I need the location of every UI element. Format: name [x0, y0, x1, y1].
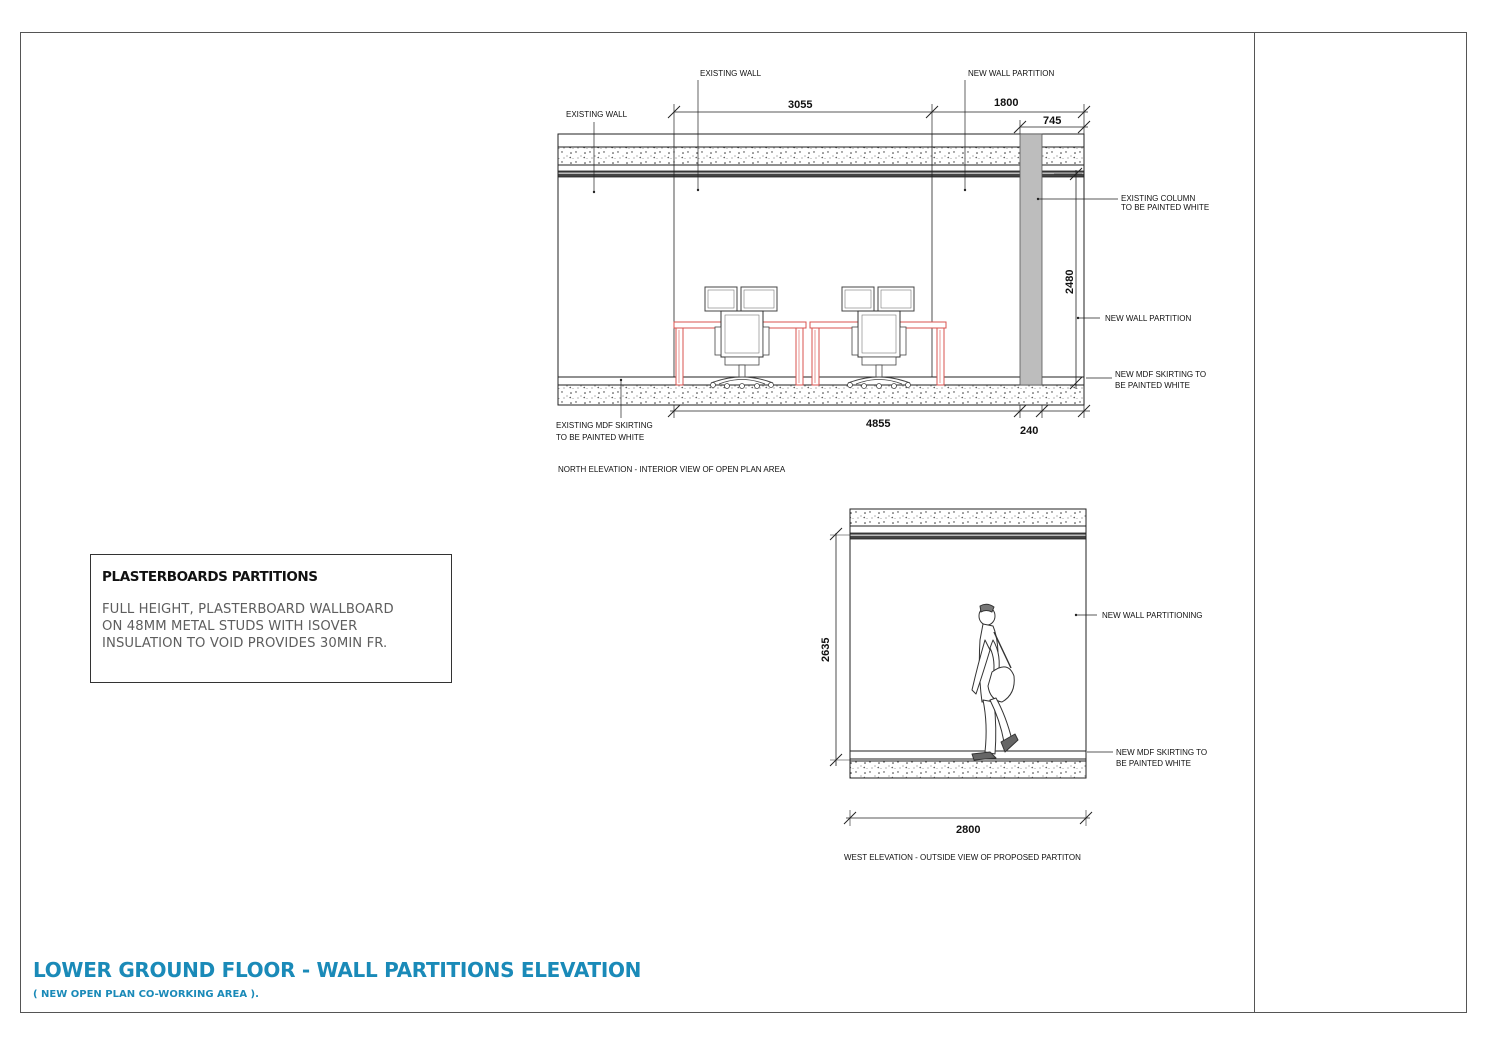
label-existing-wall-top: EXISTING WALL: [700, 69, 762, 78]
label-existing-column-1: EXISTING COLUMN: [1121, 194, 1196, 203]
spec-note-box: [90, 554, 452, 683]
workstation-right: [842, 287, 914, 389]
person-figure: [972, 604, 1018, 760]
west-ceiling-fill: [850, 509, 1086, 526]
label-existing-wall-left: EXISTING WALL: [566, 110, 628, 119]
dim-top-right: 1800: [994, 97, 1019, 109]
north-skirting: [558, 377, 1084, 385]
label-existing-column-2: TO BE PAINTED WHITE: [1121, 203, 1210, 212]
north-ceiling-fill: [558, 147, 1084, 165]
north-elevation: [556, 69, 1209, 474]
sheet-subtitle: ( NEW OPEN PLAN CO-WORKING AREA ).: [33, 989, 259, 1000]
label-new-wall-partition-top: NEW WALL PARTITION: [968, 69, 1055, 78]
dim-height-2480: 2480: [1064, 269, 1076, 294]
label-west-skirting-1: NEW MDF SKIRTING TO: [1116, 748, 1208, 757]
workstation-left: [705, 287, 777, 389]
label-existing-skirting-2: TO BE PAINTED WHITE: [556, 433, 645, 442]
dim-bottom-span: 4855: [866, 418, 891, 430]
dim-width-2800: 2800: [956, 824, 981, 836]
dim-column-width: 240: [1020, 425, 1039, 437]
north-ceiling-slab: [558, 134, 1084, 147]
north-elevation-caption: NORTH ELEVATION - INTERIOR VIEW OF OPEN PLAN AREA: [558, 465, 786, 474]
existing-column: [1020, 134, 1042, 385]
dim-top-span: 3055: [788, 99, 813, 111]
spec-note-body: FULL HEIGHT, PLASTERBOARD WALLBOARD ON 48MM METAL STUDS WITH ISOVER INSULATION TO VOID PROVIDES 30MIN FR.: [102, 602, 394, 651]
label-new-skirting-1: NEW MDF SKIRTING TO: [1115, 370, 1207, 379]
west-floor-slab: [850, 761, 1086, 778]
north-floor-slab: [558, 385, 1084, 405]
label-new-wall-partitioning: NEW WALL PARTITIONING: [1102, 611, 1203, 620]
west-elevation: [820, 509, 1207, 862]
label-west-skirting-2: BE PAINTED WHITE: [1116, 759, 1191, 768]
label-new-wall-partition-right: NEW WALL PARTITION: [1105, 314, 1192, 323]
label-new-skirting-2: BE PAINTED WHITE: [1115, 381, 1190, 390]
dim-column-offset: 745: [1043, 115, 1062, 127]
dim-height-2635: 2635: [820, 637, 832, 662]
label-existing-skirting-1: EXISTING MDF SKIRTING: [556, 421, 653, 430]
sheet-title: LOWER GROUND FLOOR - WALL PARTITIONS ELEVATION: [33, 958, 642, 982]
west-skirting: [850, 751, 1086, 759]
west-elevation-caption: WEST ELEVATION - OUTSIDE VIEW OF PROPOSED PARTITON: [844, 853, 1081, 862]
spec-note-title: PLASTERBOARDS PARTITIONS: [102, 569, 318, 585]
